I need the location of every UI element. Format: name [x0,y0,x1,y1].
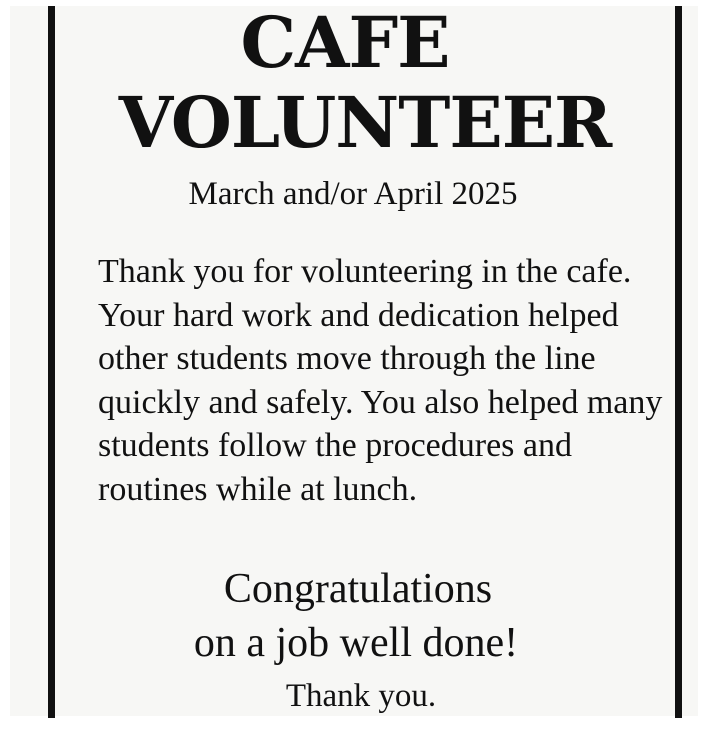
title-line-2: VOLUNTEER [118,81,612,164]
congratulations-line-2: on a job well done! [193,620,519,666]
title-line-1: CAFE [240,1,450,84]
closing-thank-you: Thank you. [285,678,437,714]
congratulations-line-1: Congratulations [223,566,493,612]
body-paragraph: Thank you for volunteering in the cafe. Your hard work and dedication helped other students move through the line quickly and safely. You also helped many students follow the procedures and routines while at lunch. [98,253,663,508]
date-subtitle: March and/or April 2025 [188,176,518,212]
